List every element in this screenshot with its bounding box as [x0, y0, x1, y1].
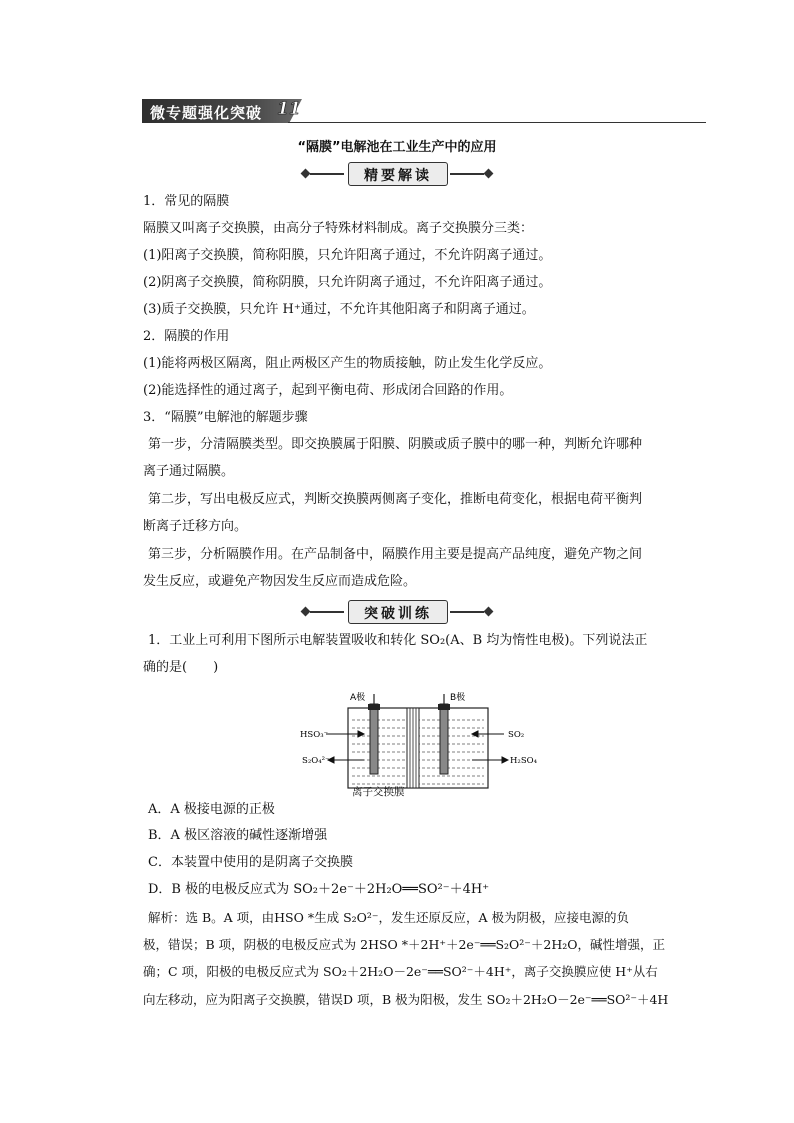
label-so2-in: SO₂ [508, 730, 525, 740]
heading-3: 3．“隔膜”电解池的解题步骤 [143, 410, 308, 425]
topic-banner [142, 99, 706, 125]
page-subtitle: “隔膜”电解池在工业生产中的应用 [297, 140, 497, 155]
label-b-pole: B极 [450, 693, 466, 703]
ornament-diamond [484, 607, 494, 617]
label-s2o4-out: S₂O₄²⁻ [302, 756, 330, 766]
banner-number: 11 [277, 99, 301, 119]
step-2-cont: 断离子迁移方向。 [143, 519, 248, 534]
ornament-rule [450, 173, 484, 175]
heading-1: 1．常见的隔膜 [143, 194, 230, 209]
label-a-pole: A极 [350, 693, 366, 703]
ion-exchange-membrane [407, 708, 419, 788]
solution-line: 解析：选 B。A 项，由HSO *生成 S₂O²⁻，发生还原反应，A 极为阴极，应接电源的负 [148, 910, 630, 925]
ornament-rule [310, 611, 344, 613]
question-stem-cont: 确的是( ) [143, 660, 219, 675]
section-title: 精要解读 [364, 168, 432, 184]
step-2: 第二步，写出电极反应式，判断交换膜两侧离子变化，推断电荷变化，根据电荷平衡判 [148, 492, 643, 507]
paragraph: (2)阴离子交换膜，简称阴膜，只允许阴离子通过，不允许阳离子通过。 [143, 275, 552, 290]
paragraph: (3)质子交换膜，只允许 H⁺通过，不允许其他阳离子和阴离子通过。 [143, 302, 535, 317]
heading-2: 2．隔膜的作用 [143, 329, 230, 344]
paragraph: (1)能将两极区隔离，阻止两极区产生的物质接触，防止发生化学反应。 [143, 356, 552, 371]
section-title: 突破训练 [364, 606, 432, 622]
ornament-rule [450, 611, 484, 613]
step-1: 第一步，分清隔膜类型。即交换膜属于阳膜、阴膜或质子膜中的哪一种，判断允许哪种 [148, 437, 643, 452]
step-3-cont: 发生反应，或避免产物因发生反应而造成危险。 [143, 574, 417, 589]
section-header-reading [300, 162, 494, 186]
label-hso3-in: HSO₃⁻ [300, 730, 329, 740]
banner-title: 微专题强化突破 [150, 104, 263, 122]
electrode-a [368, 694, 380, 774]
ornament-diamond [484, 169, 494, 179]
section-box [348, 600, 448, 624]
section-box [348, 162, 448, 186]
option-c: C．本装置中使用的是阴离子交换膜 [148, 855, 353, 870]
banner-rule [288, 122, 706, 123]
question-stem: 1．工业上可利用下图所示电解装置吸收和转化 SO₂(A、B 均为惰性电极)。下列说法正 [148, 633, 648, 648]
option-d: D．B 极的电极反应式为 SO₂＋2e⁻＋2H₂O══SO²⁻＋4H⁺ [148, 882, 490, 897]
step-3: 第三步，分析隔膜作用。在产品制备中，隔膜作用主要是提高产品纯度，避免产物之间 [148, 547, 643, 562]
ornament-diamond [301, 169, 311, 179]
diagram-caption: 离子交换膜 [352, 786, 405, 798]
step-1-cont: 离子通过隔膜。 [143, 464, 235, 479]
paragraph: (2)能选择性的通过离子，起到平衡电荷、形成闭合回路的作用。 [143, 383, 513, 398]
solution-line: 极，错误；B 项，阴极的电极反应式为 2HSO *＋2H⁺＋2e⁻══S₂O²⁻＋2H₂O，碱性增强，正 [143, 937, 666, 952]
ornament-diamond [301, 607, 311, 617]
ornament-rule [310, 173, 344, 175]
label-h2so4-out: H₂SO₄ [510, 756, 538, 766]
solution-line: 确；C 项，阳极的电极反应式为 SO₂＋2H₂O－2e⁻══SO²⁻＋4H⁺，离子交换膜应使 H⁺从右 [143, 964, 658, 979]
electrolysis-diagram [298, 690, 538, 798]
paragraph: 隔膜又叫离子交换膜，由高分子特殊材料制成。离子交换膜分三类： [143, 221, 534, 236]
option-b: B．A 极区溶液的碱性逐渐增强 [148, 828, 328, 843]
section-header-training [300, 600, 494, 624]
solution-line: 向左移动，应为阳离子交换膜，错误D 项，B 极为阳极，发生 SO₂＋2H₂O－2e⁻══SO²⁻＋4H [143, 992, 669, 1007]
paragraph: (1)阳离子交换膜，简称阳膜，只允许阳离子通过，不允许阴离子通过。 [143, 248, 552, 263]
option-a: A．A 极接电源的正极 [148, 802, 275, 817]
electrode-b [438, 694, 450, 774]
